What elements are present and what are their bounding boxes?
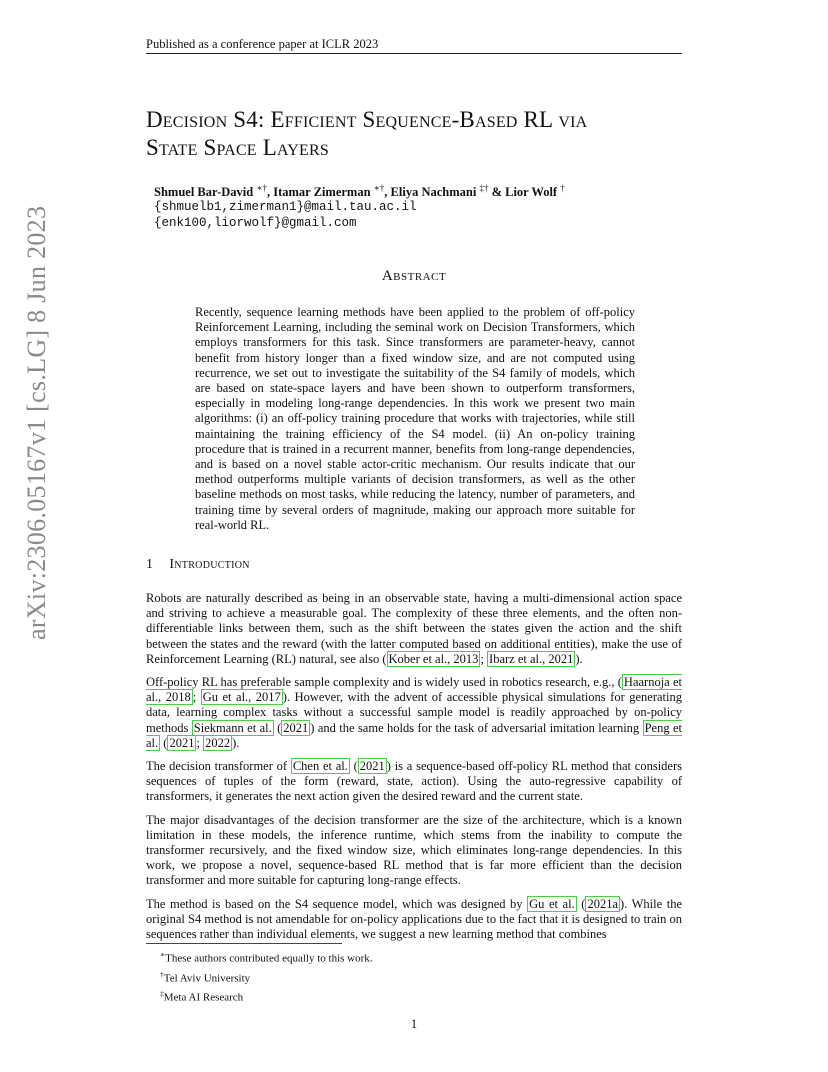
author-name: Itamar Zimerman xyxy=(273,185,371,200)
paper-title xyxy=(146,106,706,162)
citation-link[interactable]: Peng et al. xyxy=(146,720,682,750)
footnote-mark: † xyxy=(160,969,164,979)
citation-link[interactable]: Haarnoja et al., 2018 xyxy=(146,675,682,705)
footnote-mark: ∗ xyxy=(160,950,166,959)
introduction-body xyxy=(146,591,682,950)
citation-link[interactable]: Gu et al. xyxy=(529,896,575,911)
arxiv-identifier: arXiv:2306.05167v1 [cs.LG] 8 Jun 2023 xyxy=(22,205,51,640)
title-line-2: State Space Layers xyxy=(146,135,329,160)
citation-link[interactable]: Gu et al., 2017 xyxy=(202,690,281,705)
citation-link[interactable]: 2021 xyxy=(283,720,309,735)
citation-link[interactable]: 2022 xyxy=(205,735,231,750)
author-affiliation-mark: ∗† xyxy=(256,183,267,193)
author-name: Lior Wolf xyxy=(505,185,558,200)
running-header: Published as a conference paper at ICLR 2023 xyxy=(146,37,379,51)
footnote-rule xyxy=(146,943,342,944)
citation-link[interactable]: Siekmann et al. xyxy=(193,720,272,735)
header-rule xyxy=(146,53,682,54)
page-number: 1 xyxy=(410,1017,418,1031)
paragraph: The decision transformer of Chen et al. ( 2021 ) is a sequence-based off-policy RL method that considers sequences of tuples of the form (reward, state, action). Using the auto-regressive capability of transformers, it generates the next action given the desired reward and the current state. xyxy=(146,759,682,804)
title-line-1: Decision S4: Efficient Sequence-Based RL via xyxy=(146,107,588,132)
author-affiliation-mark: † xyxy=(560,183,565,193)
section-number: 1 xyxy=(146,557,154,572)
section-title: Introduction xyxy=(169,557,250,572)
paragraph: Robots are naturally described as being in an observable state, having a multi-dimensional action space and striving to achieve a measurable goal. The complexity of these three elements, and the often non-differentiable links between them, such as the shift between the states given the action and the shift between the states and the reward (with the latter computed based on additional entities), make the use of Reinforcement Learning (RL) natural, see also ( Kober et al., 2013 ; Ibarz et al., 2021 ). xyxy=(146,591,682,666)
citation-link[interactable]: Ibarz et al., 2021 xyxy=(489,651,574,666)
paragraph: Off-policy RL has preferable sample complexity and is widely used in robotics research, e.g., ( Haarnoja et al., 2018 ; Gu et al., 2017 ). However, with the advent of accessible physical simulations for generating data, learning complex tasks without a successful sample model is readily approached by on-policy methods Siekmann et al. ( 2021 ) and the same holds for the task of adversarial imitation learning Peng et al. ( 2021 ; 2022 ). xyxy=(146,675,682,750)
footnote-mark: ‡ xyxy=(160,989,164,999)
author-affiliation-mark: ∗† xyxy=(373,183,385,193)
author-affiliation-mark: ‡† xyxy=(479,183,489,193)
footnote: †Tel Aviv University xyxy=(160,969,251,985)
citation-link[interactable]: 2021 xyxy=(359,759,385,774)
footnote: ‡Meta AI Research xyxy=(160,989,244,1004)
paragraph: The method is based on the S4 sequence model, which was designed by Gu et al. ( 2021a ). While the original S4 method is not amendable for on-policy applications due to the fact that it is designed to train on sequences rather than individual elements, we suggest a new learning method that combines xyxy=(146,896,683,942)
paragraph: The major disadvantages of the decision transformer are the size of the architecture, which is a known limitation in these models, the inference runtime, which stems from the inability to compute the transformer recursively, and the fixed window size, which eliminates long-range dependencies. In this work, we propose a novel, sequence-based RL method that is far more efficient than the decision transformer and more suitable for capturing long-range effects. xyxy=(146,812,682,888)
footnote: ∗These authors contributed equally to this work. xyxy=(160,950,373,965)
author-list: Shmuel Bar-David ∗†, Itamar Zimerman ∗†, Eliya Nachmani ‡† & Lior Wolf † xyxy=(154,183,565,200)
author-emails xyxy=(154,199,417,231)
abstract-text: Recently, sequence learning methods have been applied to the problem of off-policy Reinforcement Learning, including the seminal work on Decision Transformers, which employs transformers for this task. Since transformers are parameter-heavy, cannot benefit from history longer than a fixed window size, and are not computed using recurrence, we set out to investigate the suitability of the S4 family of models, which are based on state-space layers and have been shown to outperform transformers, especially in modeling long-range dependencies. In this work we present two main algorithms: (i) an off-policy training procedure that works with trajectories, while still maintaining the training efficiency of the S4 model. (ii) An on-policy training procedure that is trained in a recurrent manner, benefits from long-range dependencies, and is based on a novel stable actor-critic mechanism. Our results indicate that our method outperforms multiple variants of decision transformers, as well as the other baseline methods on most tasks, while reducing the latency, number of parameters, and training time by several orders of magnitude, making our approach more suitable for real-world RL. xyxy=(195,305,635,532)
author-name: Eliya Nachmani xyxy=(390,185,477,200)
section-heading xyxy=(146,557,250,573)
author-name: Shmuel Bar-David xyxy=(154,185,254,200)
citation-link[interactable]: Chen et al. xyxy=(292,759,348,774)
email-line[interactable]: {enk100,liorwolf}@gmail.com xyxy=(154,216,357,230)
footnotes xyxy=(160,947,373,1006)
citation-link[interactable]: 2021a xyxy=(587,896,618,911)
email-line[interactable]: {shmuelb1,zimerman1}@mail.tau.ac.il xyxy=(154,200,417,214)
citation-link[interactable]: 2021 xyxy=(169,735,195,750)
abstract-heading: Abstract xyxy=(381,268,447,284)
citation-link[interactable]: Kober et al., 2013 xyxy=(388,651,479,666)
